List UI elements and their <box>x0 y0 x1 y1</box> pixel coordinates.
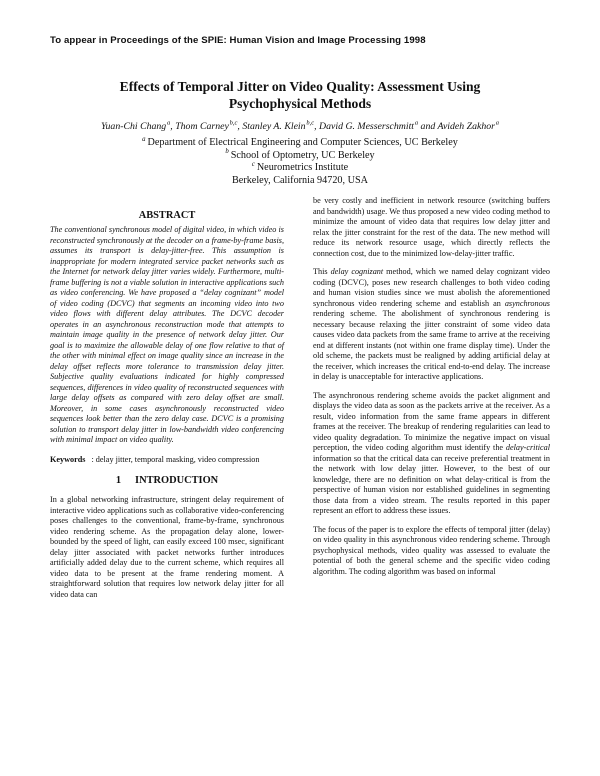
emphasis-text: asynchronous <box>504 298 550 308</box>
author-affil-mark: a <box>167 119 171 127</box>
author-separator: , <box>170 121 176 132</box>
affiliation-line <box>110 175 490 188</box>
keywords <box>50 455 284 466</box>
introduction-heading <box>50 474 284 487</box>
author-affil-mark: b,c <box>229 119 238 127</box>
text-run: The asynchronous rendering scheme avoids the packet alignment and displays the video data as soon as the packets arrive at the receiver. As a result, video information from the same frame appears in different frames at the receiver. The breakup of rendering regularities can lead to video quality degradation. To minimize the negative impact on visual perception, the video coding algorithm must identify the <box>313 390 550 452</box>
body-paragraph-2 <box>313 267 550 383</box>
author-affil-mark: b,c <box>306 119 315 127</box>
author-separator: , <box>314 121 320 132</box>
affiliation-line <box>110 162 490 175</box>
affiliation-text: School of Optometry, UC Berkeley <box>230 149 375 161</box>
section-title: INTRODUCTION <box>135 475 219 486</box>
affiliation-list <box>110 137 490 187</box>
paper-title <box>60 78 540 112</box>
abstract-heading: ABSTRACT <box>138 210 196 221</box>
section-number: 1 <box>115 475 122 486</box>
title-line-2: Psychophysical Methods <box>228 96 372 111</box>
left-column <box>50 209 284 600</box>
keywords-label: Keywords <box>50 454 86 464</box>
affiliation-text: Berkeley, California 94720, USA <box>232 174 368 186</box>
right-column <box>313 196 550 577</box>
author-name: Thom Carney <box>175 121 229 132</box>
affiliation-mark: c <box>251 160 255 168</box>
author-name: David G. Messerschmitt <box>319 121 415 132</box>
affiliation-text: Neurometrics Institute <box>256 162 349 174</box>
proceedings-note: To appear in Proceedings of the SPIE: Human Vision and Image Processing 1998 <box>50 35 426 46</box>
body-paragraph-4: The focus of the paper is to explore the effects of temporal jitter (delay) on video quality in this asynchronous video rendering scheme. Through psychophysical methods, video quality was assessed to evaluate the potential of both the general scheme and the specific video coding algorithm. The coding algorithm was based on informal <box>313 524 550 576</box>
text-run: rendering scheme. The abolishment of synchronous rendering is necessary because relaxing the jitter constraint of some video data causes video data packets from the same frame to arrive at the receiving end at different instants (not within one frame display time). Under the old scheme, the packets must be realigned by adding artificial delay at the receiver, which increases the critical end-to-end delay. The increase in delay is unacceptable for interactive applications. <box>313 309 550 381</box>
author-name: Yuan-Chi Chang <box>100 121 167 132</box>
author-name: Stanley A. Klein <box>242 121 306 132</box>
intro-paragraph-1: In a global networking infrastructure, stringent delay requirement of interactive video applications such as collaborative video-conferencing poses challenges to the conventional, frame-by-frame, synchronous video rendering scheme. As the propagation delay alone, lower-bounded by the speed of light, can easily exceed 100 msec, significant delay jitter associated with packet networks further introduces artificially added delay due to the current scheme, which requires all video data to be present at the frame rendering moment. A straightforward solution that requires low network delay jitter for all video data can <box>50 495 284 599</box>
text-run: information so that the critical data can receive preferential treatment in the network with low delay jitter. However, to the best of our knowledge, there are no definition on what delay-critical is from the perspective of human vision nor established guidelines in segmenting those data from a video stream. The results reported in this paper represent an effort to address these issues. <box>313 453 550 515</box>
affiliation-line <box>110 150 490 163</box>
affiliation-mark: a <box>142 135 146 143</box>
author-separator: and <box>418 121 438 132</box>
author-affil-mark: a <box>414 119 419 127</box>
affiliation-line <box>110 137 490 150</box>
affiliation-text: Department of Electrical Engineering and Computer Sciences, UC Berkeley <box>147 137 458 148</box>
title-line-1: Effects of Temporal Jitter on Video Quality: Assessment Using <box>119 79 481 94</box>
body-paragraph-3 <box>313 391 550 517</box>
affiliation-mark: b <box>225 148 229 156</box>
text-run: method, which we named delay cognizant video coding (DCVC), poses new research challenges to both video coding and human vision studies since we must abolish the aforementioned synchronous video rendering scheme and establish an <box>313 267 551 308</box>
body-paragraph-1: be very costly and inefficient in network resource (switching buffers and bandwidth) usage. We thus proposed a new video coding method to minimize the amount of video data that requires low delay jitter and relax the jitter constraint for the rest of the data. The new method will reduce its network resource usage, which directly reflects the connection cost, due to the minimized low-delay-jitter traffic. <box>313 196 550 258</box>
author-name: Avideh Zakhor <box>437 121 495 132</box>
author-affil-mark: a <box>495 119 500 127</box>
emphasis-text: delay-critical <box>505 443 550 452</box>
keywords-text: : delay jitter, temporal masking, video compression <box>91 454 260 464</box>
author-list <box>40 121 560 133</box>
text-run: This <box>313 267 331 276</box>
abstract-text: The conventional synchronous model of digital video, in which video is reconstructed synchronously at the decoder on a frame-by-frame basis, assumes its transport is delay-jitter-free. This assumption is inappropriate for modern integrated service packet networks such as the Internet for network delay jitter varies widely. Furthermore, multi-frame buffering is not a viable solution in interactive applications such as video conferencing. We have proposed a “delay cognizant” model of video coding (DCVC) that segments an incoming video into two video flows with different delay attributes. The DCVC decoder operates in an asynchronous reconstruction mode that attempts to maintain image quality in the presence of network delay jitter. Our goal is to maximize the allowable delay of one flow relative to that of the other with minimal effect on image quality since an increase in the delay offset reflects more tolerance to transmission delay jitter. Subjective quality evaluations indicated for highly compressed sequences, differences in video quality of reconstructed sequences with large delay offsets as compared with zero delay offset are small. Moreover, in some cases asynchronously reconstructed video sequences look better than the zero delay case. DCVC is a promising solution to transport delay jitter in low-bandwidth video conferencing with minimal impact on video quality. <box>50 225 284 444</box>
emphasis-text: delay cognizant <box>330 267 384 276</box>
author-separator: , <box>237 121 243 132</box>
